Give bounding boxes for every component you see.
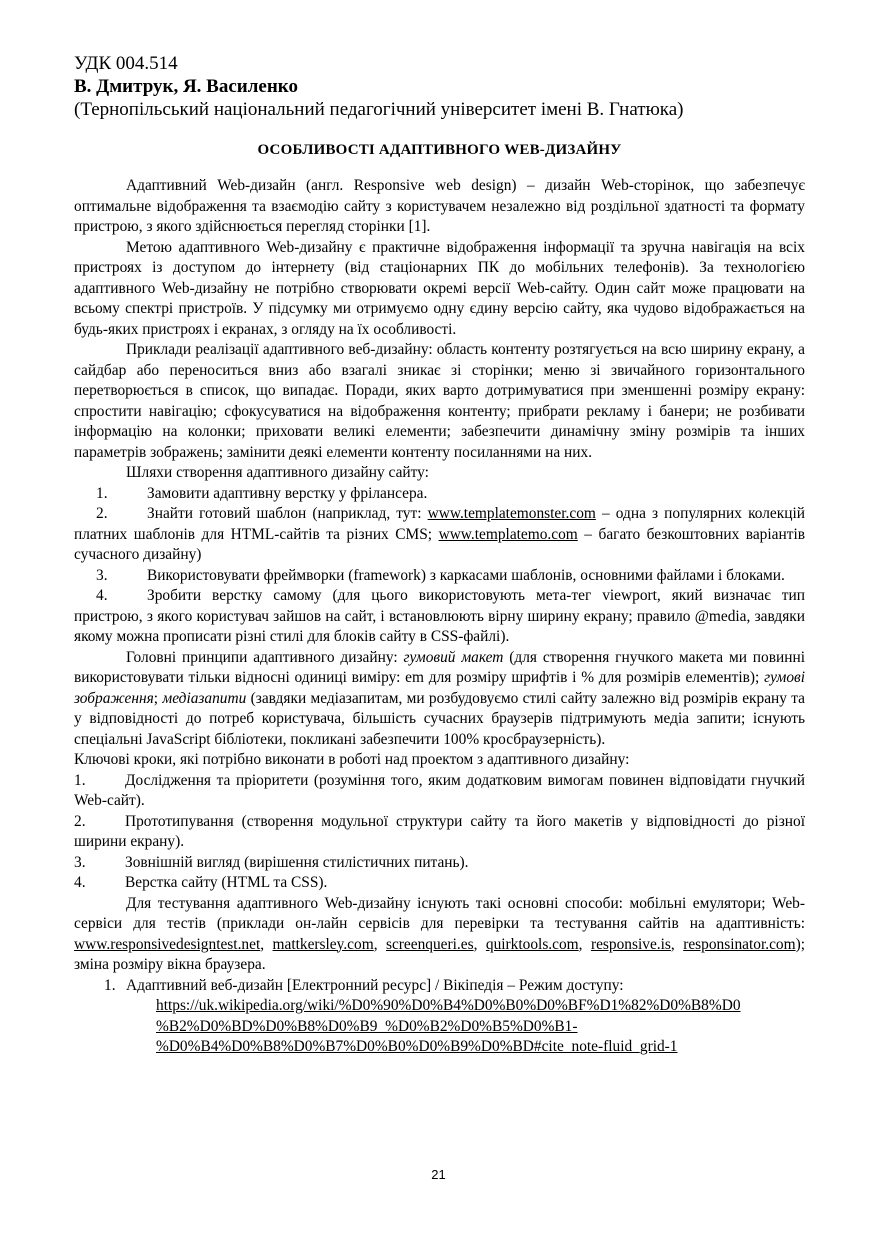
list-text: Знайти готовий шаблон (наприклад, тут: — [147, 505, 428, 522]
paragraph-goal: Метою адаптивного Web-дизайну є практичне відображення інформації та зручна навігація на всіх пристроях із доступом до інтернету (від стаціонарних ПК до мобільних телефонів). За технологією адаптивного Web-дизайну не потрібно створювати окремі версії Web-сайту. Один сайт може працювати на всьому спектрі пристроїв. У підсумку ми отримуємо одну єдину версію сайту, яка чудово відображається на будь-яких пристроях і екранах, з огляду на їх особливості. — [74, 238, 805, 338]
ways-item-2 — [74, 504, 805, 566]
authors: В. Дмитрук, Я. Василенко — [74, 76, 298, 97]
text: ); зміна розміру вікна браузера. — [74, 935, 806, 973]
reference-url-line[interactable]: %B2%D0%BD%D0%B8%D0%B9_%D0%B2%D0%B5%D0%B1- — [156, 1017, 578, 1035]
list-number: 4. — [74, 874, 86, 891]
list-text: Використовувати фреймворки (framework) з каркасами шаблонів, основними файлами і блоками. — [147, 566, 785, 584]
text: Для тестування адаптивного Web-дизайну існують такі основні способи: мобільні емулятори; Web-сервіси для тестів (приклади он-лайн сервісів для перевірки та тестування сайтів на адаптивність: — [74, 894, 805, 932]
link-responsive-is[interactable]: responsive.is — [590, 935, 671, 953]
list-number: 4. — [96, 587, 108, 604]
paragraph-examples: Приклади реалізації адаптивного веб-дизайну: область контенту розтягується на всю ширину екрану, а сайдбар або переноситься вниз або взагалі зникає зі сторінки; меню зі звичайного горизонтального перетворюється в список, що випадає. Поради, яких варто дотримуватися при зменшенні розміру екрану: спростити навігацію; сфокусуватися на відображення контенту; прибрати рекламу і банери; не розбивати інформацію на колонки; приховати великі елементи; забезпечити динамічну зміну розмірів та інших параметрів зображень; замінити деякі елементи контенту посиланнями на них. — [74, 341, 805, 461]
paragraph-testing — [74, 894, 805, 976]
term-rubber-layout: гумовий макет — [403, 648, 504, 666]
text: , — [473, 935, 486, 953]
link-responsivedesigntest[interactable]: www.responsivedesigntest.net — [74, 935, 261, 953]
link-templatemo[interactable]: www.templatemo.com — [438, 525, 578, 543]
reference-number: 1. — [104, 976, 116, 994]
reference-url-line[interactable]: https://uk.wikipedia.org/wiki/%D0%90%D0%B4%D0%B0%D0%BF%D1%82%D0%B8%D0 — [156, 997, 741, 1014]
text: , — [260, 935, 273, 953]
steps-item — [74, 853, 805, 874]
text: , — [578, 935, 591, 953]
list-text: Верстка сайту (HTML та CSS). — [125, 874, 328, 891]
paragraph-steps-heading: Ключові кроки, які потрібно виконати в роботі над проектом з адаптивного дизайну: — [74, 751, 630, 768]
list-text: Замовити адаптивну верстку у фрілансера. — [147, 484, 428, 502]
list-text: – одна з популярних колекцій платних шаблонів для HTML-сайтів та різних CMS; — [74, 505, 805, 543]
reference-item — [104, 976, 805, 1058]
text: (завдяки медіазапитам, ми розбудовуємо стилі сайту залежно від розмірів екрану та у відповідності до потреб користувача, більшість сучасних браузерів підтримують медіа запити; існують спеціальні JavaScript бібліотеки, покликані забезпечити 100% кросбраузерність). — [74, 689, 806, 748]
list-number: 2. — [74, 812, 86, 830]
steps-list — [74, 771, 805, 894]
steps-item — [74, 812, 805, 853]
list-text: Прототипування (створення модульної структури сайту та його макетів у відповідності до різної ширини екрану). — [74, 812, 805, 850]
list-text: Зробити верстку самому (для цього використовують мета-тег viewport, який визначає тип пристрою, з якого користувач зайшов на сайт, і встановлюють вірну ширину екрану; правило @media, завдяки якому можна прописати різні стилі для блоків сайту в CSS-файлі). — [74, 587, 805, 645]
paragraph-principles — [74, 648, 805, 751]
steps-item — [74, 771, 805, 812]
list-number: 1. — [96, 484, 108, 502]
paper-body — [74, 176, 805, 1058]
link-screenqueri[interactable]: screenqueri.es — [385, 935, 474, 953]
list-number: 2. — [96, 505, 108, 522]
text: (для створення гнучкого макета ми повинні використовувати тільки відносні одиниці виміру: em для розміру шрифтів і % для розмірів елементів); — [74, 648, 805, 686]
udk-code: УДК 004.514 — [74, 53, 178, 74]
link-templatemonster[interactable]: www.templatemonster.com — [427, 505, 596, 522]
list-text: – багато безкоштовних варіантів сучасного дизайну) — [74, 525, 805, 563]
list-number: 3. — [74, 853, 86, 871]
paragraph-intro: Адаптивний Web-дизайн (англ. Responsive web design) – дизайн Web-сторінок, що забезпечує оптимальне відображення та взаємодію сайту з користувачем незалежно від роздільної здатності та формату пристрою, з якого здійснюється перегляд сторінки [1]. — [74, 177, 805, 235]
page-number: 21 — [431, 1167, 446, 1182]
reference-text: Адаптивний веб-дизайн [Електронний ресурс] / Вікіпедія – Режим доступу: — [126, 976, 624, 994]
paper-title: ОСОБЛИВОСТІ АДАПТИВНОГО WEB-ДИЗАЙНУ — [257, 142, 622, 158]
paper-page — [74, 52, 805, 1058]
list-text: Зовнішній вигляд (вирішення стилістичних питань). — [125, 853, 469, 871]
term-rubber-images: гумові зображення — [74, 669, 805, 707]
ways-item-3 — [74, 566, 805, 587]
list-number: 3. — [96, 566, 108, 584]
list-number: 1. — [74, 771, 86, 789]
text: Головні принципи адаптивного дизайну: — [126, 648, 404, 666]
text: , — [670, 935, 684, 953]
ways-item-1 — [74, 484, 805, 505]
affiliation: (Тернопільський національний педагогічний університет імені В. Гнатюка) — [74, 99, 684, 120]
list-text: Дослідження та пріоритети (розуміння того, яким додатковим вимогам повинен відповідати гнучкий Web-сайт). — [74, 771, 805, 809]
reference-url-line[interactable]: %D0%B4%D0%B8%D0%B7%D0%B0%D0%B9%D0%BD#cite_note-fluid_grid-1 — [156, 1038, 678, 1055]
link-responsinator[interactable]: responsinator.com — [683, 935, 796, 953]
steps-item — [74, 873, 805, 894]
text: ; — [153, 689, 163, 707]
link-mattkersley[interactable]: mattkersley.com — [272, 935, 374, 953]
term-media-queries: медіазапити — [162, 689, 247, 707]
ways-item-4 — [74, 586, 805, 648]
text: , — [373, 935, 386, 953]
link-quirktools[interactable]: quirktools.com — [485, 935, 579, 953]
paragraph-ways-heading: Шляхи створення адаптивного дизайну сайту: — [126, 464, 429, 481]
